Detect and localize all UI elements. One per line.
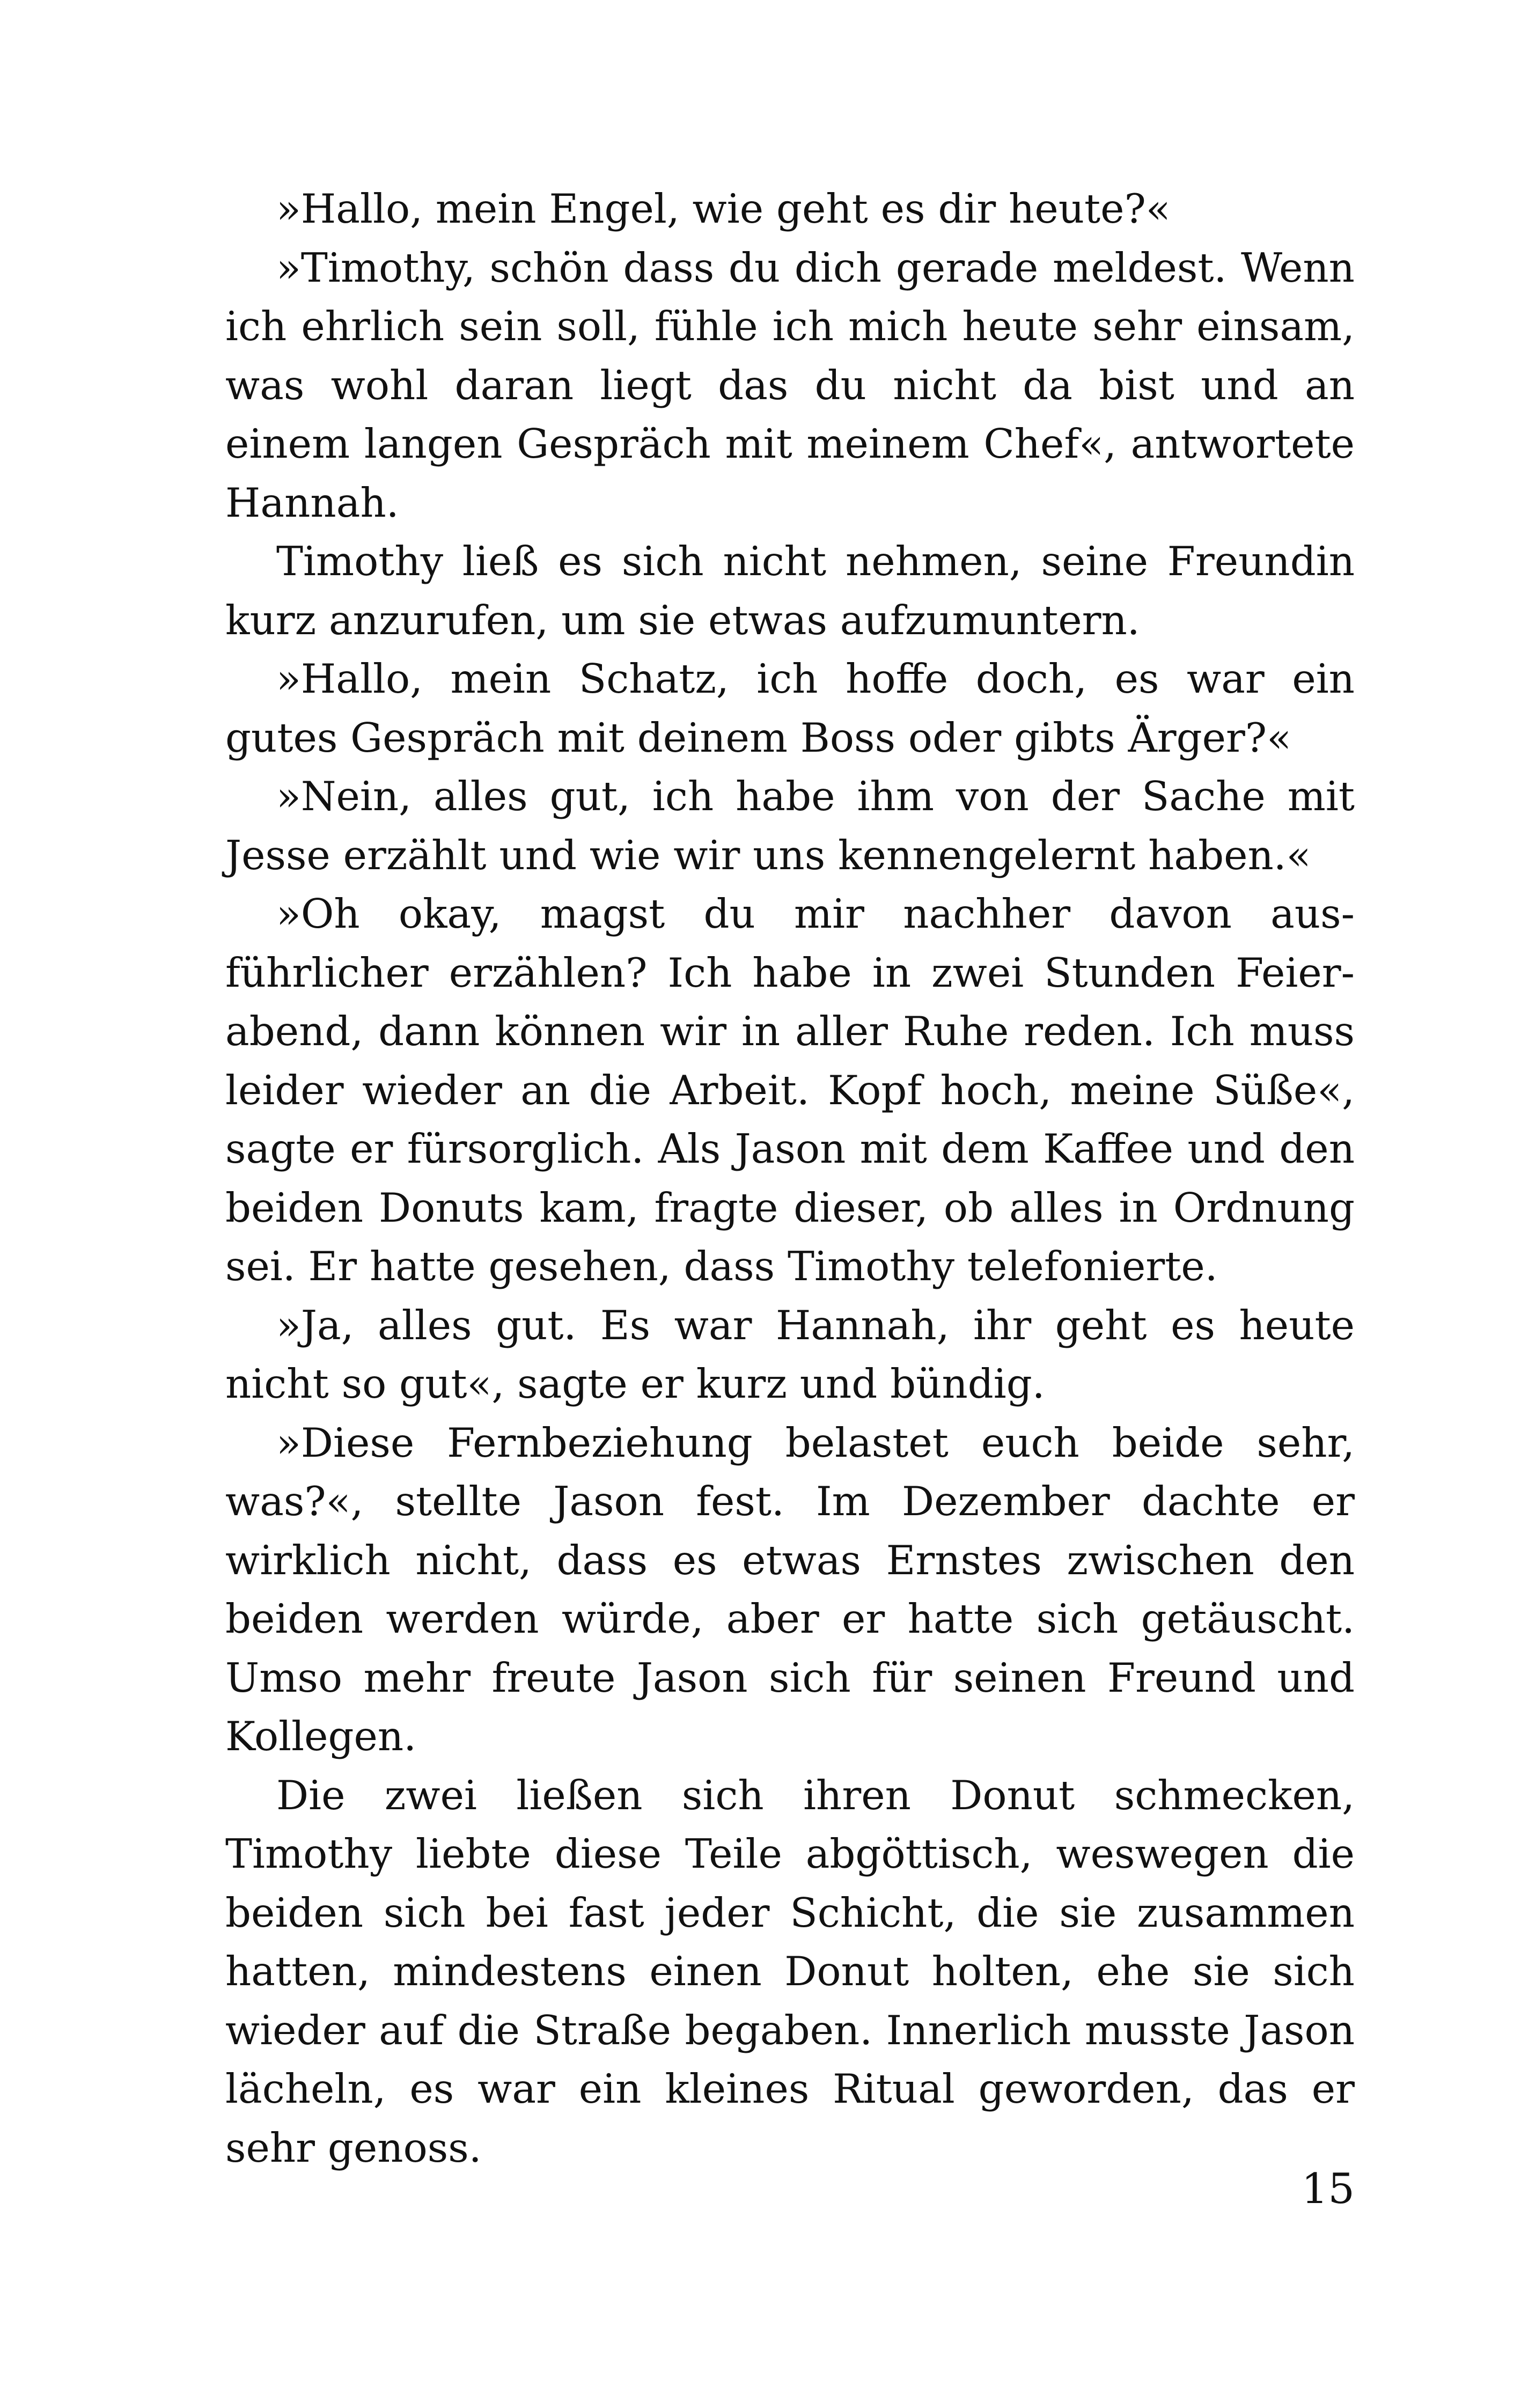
paragraph: »Diese Fernbeziehung belastet euch beide sehr, was?«, stellte Jason fest. Im Dezember dachte er wirklich nicht, dass es etwas Ernstes zwischen den beiden werden würde, aber er hatte sich getäuscht. Umso mehr freute Jason sich für seinen Freund und Kollegen. — [225, 1419, 1355, 1760]
paragraph: Timothy ließ es sich nicht nehmen, seine Freundin kurz anzurufen, um sie etwas aufzumuntern. — [225, 538, 1355, 644]
paragraph: »Timothy, schön dass du dich gerade meldest. Wenn ich ehrlich sein soll, fühle ich mich heute sehr einsam, was wohl daran liegt das du nicht da bist und an einem langen Gespräch mit meinem Chef«, antwortete Hannah. — [225, 244, 1355, 526]
paragraph: »Nein, alles gut, ich habe ihm von der Sache mit Jesse erzählt und wie wir uns kennengelernt haben.« — [225, 773, 1355, 879]
paragraph: »Hallo, mein Engel, wie geht es dir heute?« — [276, 185, 1171, 232]
paragraph: »Hallo, mein Schatz, ich hoffe doch, es war ein gutes Gespräch mit deinem Boss oder gibts Ärger?« — [225, 655, 1355, 761]
page-number: 15 — [1301, 2165, 1355, 2213]
paragraph: Die zwei ließen sich ihren Donut schmecken, Timothy liebte diese Teile abgöttisch, weswegen die beiden sich bei fast jeder Schicht, die sie zusammen hatten, mindestens einen Donut holten, ehe sie sich wieder auf die Straße begaben. Innerlich musste Jason lächeln, es war ein kleines Ritual geworden, das er sehr genoss. — [225, 1771, 1355, 2171]
body-text — [225, 180, 1355, 2177]
paragraph: »Ja, alles gut. Es war Hannah, ihr geht es heute nicht so gut«, sagte er kurz und bündig. — [225, 1301, 1355, 1407]
paragraph: »Oh okay, magst du mir nachher davon ausführlicher erzählen? Ich habe in zwei Stunden Feierabend, dann können wir in aller Ruhe reden. Ich muss leider wieder an die Arbeit. Kopf hoch, meine Süße«, sagte er fürsorglich. Als Jason mit dem Kaffee und den beiden Donuts kam, fragte dieser, ob alles in Ordnung sei. Er hatte gesehen, dass Timothy telefonierte. — [225, 890, 1355, 1290]
